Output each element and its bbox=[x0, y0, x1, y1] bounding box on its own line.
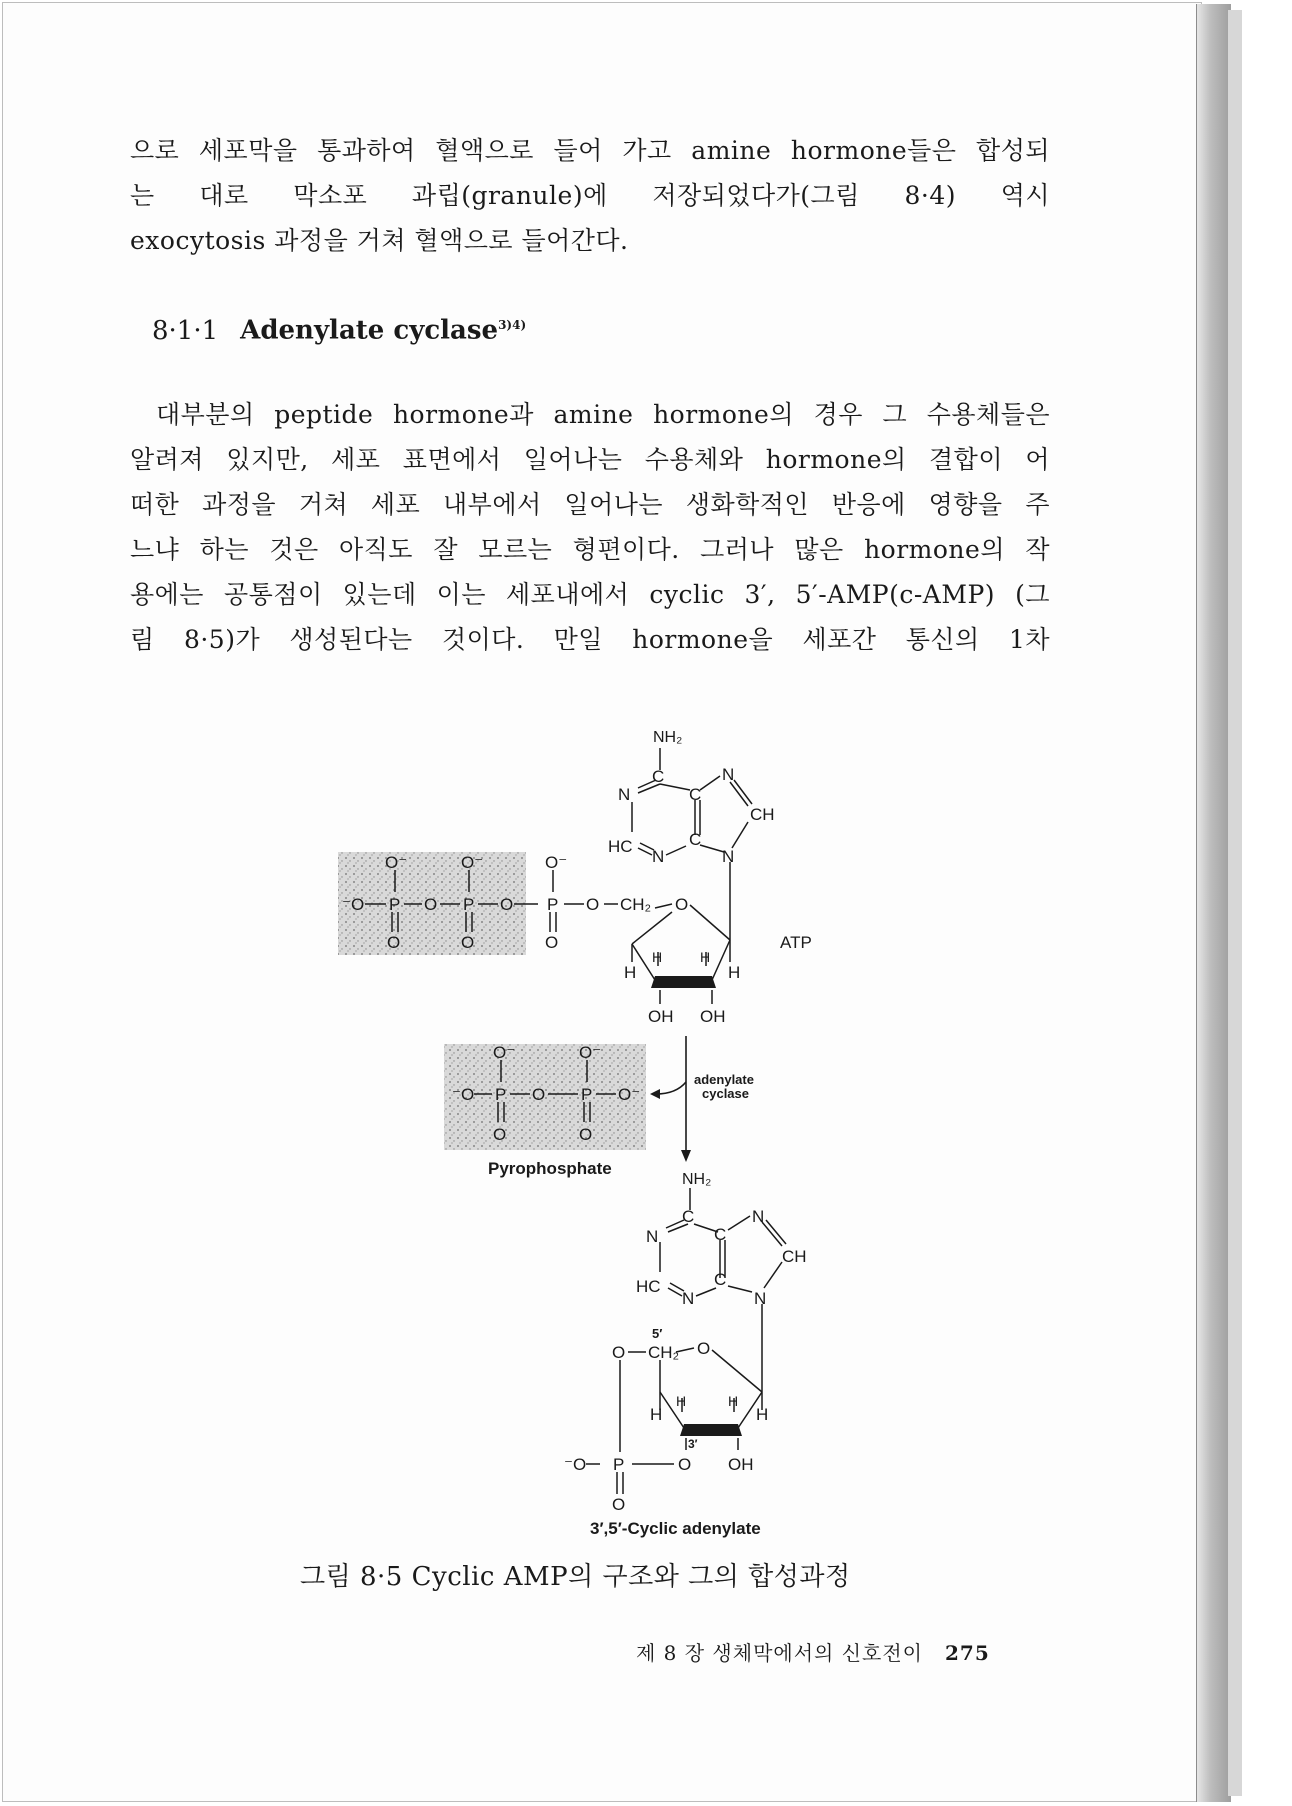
ppi-p2: P bbox=[581, 1085, 593, 1104]
camp-n3: N bbox=[682, 1289, 695, 1308]
atp-n1: N bbox=[618, 785, 631, 804]
camp-h1: H bbox=[650, 1405, 663, 1424]
para2-line-4: 느냐 하는 것은 아직도 잘 모르는 형편이다. 그러나 많은 hormone의 작 bbox=[130, 535, 1050, 564]
para1-line-3: exocytosis 과정을 거쳐 혈액으로 들어간다. bbox=[130, 226, 629, 255]
reaction-arrow bbox=[656, 1036, 686, 1156]
atp-ch: CH bbox=[750, 805, 775, 824]
atp-ribose bbox=[632, 904, 730, 1004]
para1-line-1: 으로 세포막을 통과하여 혈액으로 들어 가고 amine hormone들은 합성되 bbox=[130, 136, 1050, 165]
para2-line-6: 림 8·5)가 생성된다는 것이다. 만일 hormone을 세포간 통신의 1차 bbox=[130, 625, 1050, 654]
atp-o-bottom1: O bbox=[387, 933, 401, 952]
ppi-o-right: O⁻ bbox=[618, 1085, 641, 1104]
camp-o3: O bbox=[678, 1455, 692, 1474]
para2-line-2: 알려져 있지만, 세포 표면에서 일어나는 수용체와 hormone의 결합이 어 bbox=[130, 445, 1050, 474]
atp-oh-3: OH bbox=[700, 1007, 726, 1026]
pyrophosphate-label: Pyrophosphate bbox=[488, 1159, 612, 1178]
camp-hc: HC bbox=[636, 1277, 661, 1296]
atp-ring-o: O bbox=[675, 895, 689, 914]
atp-o-bottom3: O bbox=[545, 933, 559, 952]
atp-oh-2: OH bbox=[648, 1007, 674, 1026]
atp-n9: N bbox=[722, 847, 735, 866]
section-number: 8·1·1 bbox=[152, 315, 219, 346]
camp-n1: N bbox=[646, 1227, 659, 1246]
camp-oh2: OH bbox=[728, 1455, 754, 1474]
ppi-p1: P bbox=[495, 1085, 507, 1104]
atp-h2: H bbox=[652, 949, 663, 965]
camp-ribose-bold-edge bbox=[680, 1424, 742, 1436]
page-number: 275 bbox=[945, 1641, 990, 1665]
atp-p2: P bbox=[463, 895, 475, 914]
camp-ring-o: O bbox=[697, 1339, 711, 1358]
camp-h4: H bbox=[756, 1405, 769, 1424]
section-title: Adenylate cyclase bbox=[240, 315, 499, 346]
atp-ribose-bold-edge bbox=[651, 976, 716, 988]
section-references: 3)4) bbox=[498, 318, 527, 332]
atp-o-terminal: ⁻O bbox=[342, 895, 365, 914]
atp-o-bridge2: O bbox=[500, 895, 514, 914]
atp-label: ATP bbox=[780, 933, 812, 952]
enzyme-label-line2: cyclase bbox=[702, 1086, 749, 1101]
atp-h1: H bbox=[624, 963, 637, 982]
camp-c5: C bbox=[714, 1225, 727, 1244]
ppi-o-bridge: O bbox=[532, 1085, 546, 1104]
para2-line-3: 떠한 과정을 거쳐 세포 내부에서 일어나는 생화학적인 반응에 영향을 주 bbox=[130, 490, 1050, 519]
atp-hc: HC bbox=[608, 837, 633, 856]
enzyme-label-line1: adenylate bbox=[694, 1072, 754, 1087]
atp-o-ester: O bbox=[586, 895, 600, 914]
atp-o-alpha-top: O⁻ bbox=[385, 853, 408, 872]
atp-h4: H bbox=[728, 963, 741, 982]
ppi-o-top1: O⁻ bbox=[493, 1043, 516, 1062]
camp-n9: N bbox=[754, 1289, 767, 1308]
para2-line-5: 용에는 공통점이 있는데 이는 세포내에서 cyclic 3′, 5′-AMP(c-AMP) (그 bbox=[130, 580, 1050, 609]
camp-n7: N bbox=[752, 1207, 765, 1226]
atp-c5: C bbox=[689, 785, 702, 804]
camp-o-minus: ⁻O bbox=[564, 1455, 587, 1474]
ppi-o-bottom1: O bbox=[493, 1125, 507, 1144]
chapter-title: 제 8 장 생체막에서의 신호전이 bbox=[636, 1641, 923, 1665]
camp-o-ester: O bbox=[612, 1343, 626, 1362]
atp-h3: H bbox=[700, 949, 711, 965]
camp-prime3: 3′ bbox=[688, 1437, 698, 1451]
atp-c-top: C bbox=[652, 767, 665, 786]
camp-c-top: C bbox=[682, 1207, 695, 1226]
camp-c4: C bbox=[714, 1270, 727, 1289]
ppi-o-bottom2: O bbox=[579, 1125, 593, 1144]
camp-ch: CH bbox=[782, 1247, 807, 1266]
ppi-o-top2: O⁻ bbox=[579, 1043, 602, 1062]
camp-h2: H bbox=[676, 1393, 687, 1409]
camp-h3: H bbox=[728, 1393, 739, 1409]
camp-p: P bbox=[613, 1455, 625, 1474]
camp-ch2: CH₂ bbox=[648, 1343, 680, 1362]
atp-o-gamma-top: O⁻ bbox=[545, 853, 568, 872]
camp-label: 3′,5′-Cyclic adenylate bbox=[590, 1519, 761, 1538]
figure-caption: 그림 8·5 Cyclic AMP의 구조와 그의 합성과정 bbox=[300, 1562, 851, 1592]
reaction-arrowhead-left bbox=[650, 1089, 660, 1099]
camp-o-double: O bbox=[612, 1495, 626, 1514]
atp-o-beta-top: O⁻ bbox=[461, 853, 484, 872]
para2-line-1: 대부분의 peptide hormone과 amine hormone의 경우 그 수용체들은 bbox=[156, 400, 1050, 429]
atp-p3: P bbox=[547, 895, 559, 914]
camp-prime5: 5′ bbox=[652, 1326, 663, 1341]
atp-nh2: NH₂ bbox=[653, 729, 683, 746]
camp-nh2: NH₂ bbox=[682, 1171, 712, 1188]
atp-ch2: CH₂ bbox=[620, 895, 652, 914]
page-footer bbox=[636, 1640, 990, 1666]
atp-o-bridge1: O bbox=[424, 895, 438, 914]
reaction-arrowhead-down bbox=[681, 1150, 691, 1162]
para1-line-2: 는 대로 막소포 과립(granule)에 저장되었다가(그림 8·4) 역시 bbox=[130, 181, 1050, 210]
atp-p1: P bbox=[389, 895, 401, 914]
atp-c4: C bbox=[689, 830, 702, 849]
atp-n3: N bbox=[652, 847, 665, 866]
atp-n7: N bbox=[722, 765, 735, 784]
atp-o-bottom2: O bbox=[461, 933, 475, 952]
ppi-o-left: ⁻O bbox=[452, 1085, 475, 1104]
